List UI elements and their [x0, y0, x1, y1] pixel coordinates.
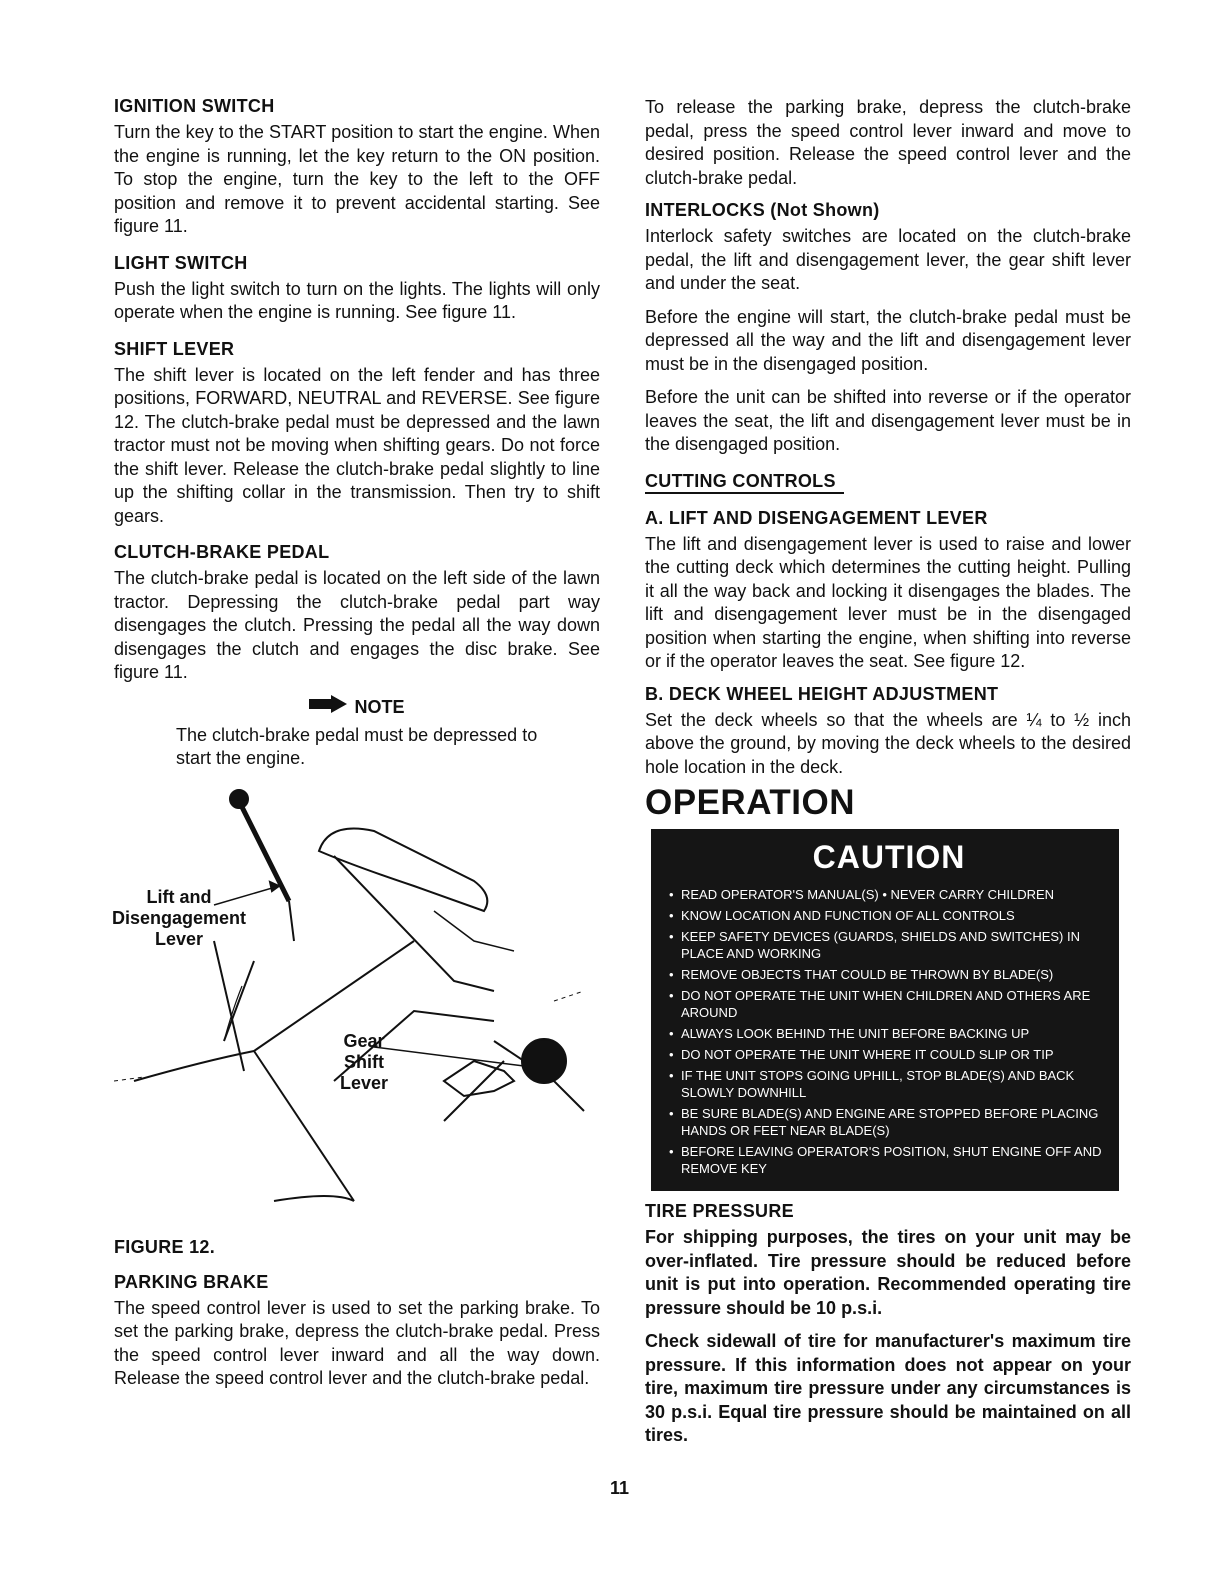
deck-text: Set the deck wheels so that the wheels are ¼ to ½ inch above the ground, by moving the deck wheels to the desired hole location in the deck.	[645, 709, 1131, 777]
caution-item: • IF THE UNIT STOPS GOING UPHILL, STOP BLADE(S) AND BACK SLOWLY DOWNHILL	[669, 1067, 1109, 1101]
tractor-illustration	[114, 781, 600, 1231]
lift-heading: A. LIFT AND DISENGAGEMENT LEVER	[645, 507, 988, 528]
caution-item: • ALWAYS LOOK BEHIND THE UNIT BEFORE BACKING UP	[669, 1025, 1109, 1042]
operation-heading: OPERATION	[645, 783, 855, 822]
parking-heading: PARKING BRAKE	[114, 1271, 269, 1292]
figure-caption: FIGURE 12.	[114, 1236, 216, 1257]
page-number: 11	[610, 1478, 630, 1498]
lift-text: The lift and disengagement lever is used to raise and lower the cutting deck which determines the cutting height. Pulling it all the way back and locking it disengages the blades. The lift and disengagement lever must be in the disengaged position when starting the engine, when shifting into reverse or if the operator leaves the seat. See figure 12.	[645, 533, 1131, 671]
light-text: Push the light switch to turn on the lights. The lights will only operate when the engine is running. See figure 11.	[114, 278, 600, 322]
clutch-text: The clutch-brake pedal is located on the left side of the lawn tractor. Depressing the clutch-brake pedal part way disengages the clutch. Pressing the pedal all the way down disengages the clutch and engages the disc brake. See figure 11.	[114, 568, 600, 682]
tire-p1: For shipping purposes, the tires on your unit may be over-inflated. Tire pressure should be reduced before unit is put into operation. Recommended operating tire pressure should be 10 p.s.i.	[645, 1227, 1131, 1318]
interlocks-p2: Before the engine will start, the clutch-brake pedal must be depressed all the way and the lift and disengagement lever must be in the disengaged position.	[645, 306, 1131, 374]
deck-heading: B. DECK WHEEL HEIGHT ADJUSTMENT	[645, 683, 999, 704]
right-column	[645, 96, 1131, 1458]
caution-item: • READ OPERATOR'S MANUAL(S) • NEVER CARRY CHILDREN	[669, 886, 1109, 903]
clutch-heading: CLUTCH-BRAKE PEDAL	[114, 542, 330, 562]
caution-item: • KEEP SAFETY DEVICES (GUARDS, SHIELDS AND SWITCHES) IN PLACE AND WORKING	[669, 928, 1109, 962]
caution-list	[669, 886, 1109, 1177]
left-column	[111, 96, 600, 1401]
interlocks-p1: Interlock safety switches are located on the clutch-brake pedal, the lift and disengagement lever, the gear shift lever and under the seat.	[645, 226, 1131, 293]
parking-text: The speed control lever is used to set the parking brake. To set the parking brake, depress the clutch-brake pedal. Press the speed control lever inward and all the way down. Release the speed control lever and the clutch-brake pedal.	[114, 1297, 600, 1388]
note-label: NOTE	[354, 696, 405, 717]
figure-12	[111, 781, 600, 1231]
ignition-heading: IGNITION SWITCH	[114, 96, 275, 116]
arrow-icon	[309, 697, 354, 717]
shift-text: The shift lever is located on the left fender and has three positions, FORWARD, NEUTRAL and REVERSE. See figure 12. The clutch-brake pedal must be depressed and the lawn tractor must not be moving when shifting gears. Do not force the shift lever. Release the clutch-brake pedal slightly to line up the shifting collar in the transmission. Then try to shift gears.	[114, 364, 600, 526]
gear-shift-label: Gear Shift Lever	[339, 1030, 389, 1093]
light-heading: LIGHT SWITCH	[114, 252, 248, 273]
caution-item: • KNOW LOCATION AND FUNCTION OF ALL CONTROLS	[669, 907, 1109, 924]
caution-item: • BE SURE BLADE(S) AND ENGINE ARE STOPPED BEFORE PLACING HANDS OR FEET NEAR BLADE(S)	[669, 1105, 1109, 1139]
caution-item: • DO NOT OPERATE THE UNIT WHERE IT COULD SLIP OR TIP	[669, 1046, 1109, 1063]
caution-title: CAUTION	[812, 839, 966, 875]
caution-item: • REMOVE OBJECTS THAT COULD BE THROWN BY BLADE(S)	[669, 966, 1109, 983]
lift-lever-label: Lift and Disengagement Lever	[111, 886, 247, 949]
caution-item: • DO NOT OPERATE THE UNIT WHEN CHILDREN AND OTHERS ARE AROUND	[669, 987, 1109, 1021]
shift-heading: SHIFT LEVER	[114, 338, 235, 359]
cutting-controls-heading: CUTTING CONTROLS	[645, 471, 844, 494]
caution-box	[651, 829, 1119, 1191]
tire-heading: TIRE PRESSURE	[645, 1201, 794, 1221]
note-text: The clutch-brake pedal must be depressed to start the engine.	[176, 724, 538, 768]
release-text: To release the parking brake, depress the clutch-brake pedal, press the speed control lever inward and move to desired position. Release the speed control lever and the clutch-brake pedal.	[645, 97, 1131, 188]
caution-item: • BEFORE LEAVING OPERATOR'S POSITION, SHUT ENGINE OFF AND REMOVE KEY	[669, 1143, 1109, 1177]
ignition-text: Turn the key to the START position to start the engine. When the engine is running, let the key return to the ON position. To stop the engine, turn the key to the left to the OFF position and remove it to prevent accidental starting. See figure 11.	[114, 122, 600, 236]
tire-p2: Check sidewall of tire for manufacturer's maximum tire pressure. If this information does not appear on your tire, maximum tire pressure under any circumstances is 30 p.s.i. Equal tire pressure should be maintained on all tires.	[645, 1331, 1131, 1445]
interlocks-heading: INTERLOCKS (Not Shown)	[645, 200, 880, 220]
interlocks-p3: Before the unit can be shifted into reverse or if the operator leaves the seat, the lift and disengagement lever must be in the disengaged position.	[645, 387, 1131, 454]
note-header	[114, 695, 600, 718]
